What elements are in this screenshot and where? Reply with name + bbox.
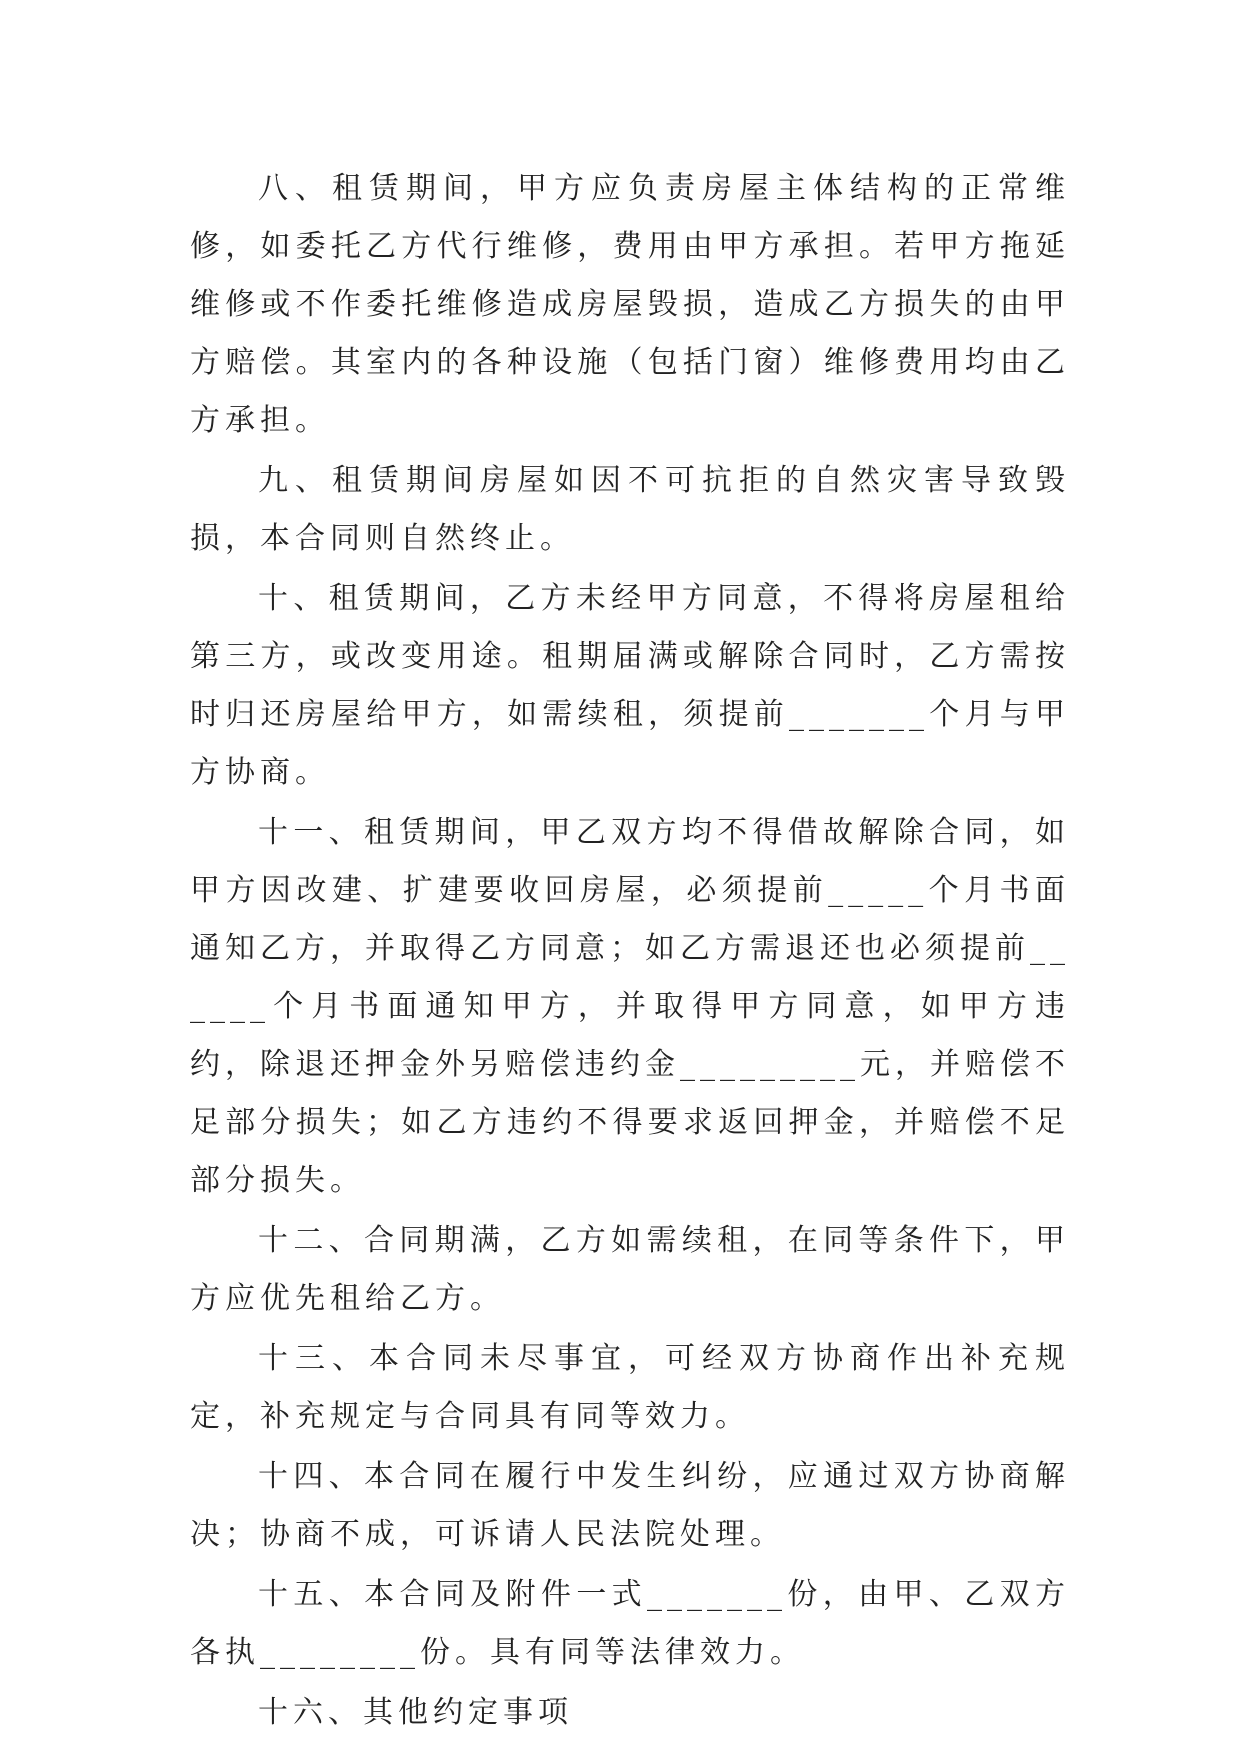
clause-10: 十、租赁期间，乙方未经甲方同意，不得将房屋租给第三方，或改变用途。租期届满或解除合同时，乙方需按时归还房屋给甲方，如需续租，须提前_______个月与甲方协商。 [190,581,1070,790]
clause-14: 十四、本合同在履行中发生纠纷，应通过双方协商解决；协商不成，可诉请人民法院处理。 [190,1459,1070,1552]
clause-8: 八、租赁期间，甲方应负责房屋主体结构的正常维修，如委托乙方代行维修，费用由甲方承担。若甲方拖延维修或不作委托维修造成房屋毁损，造成乙方损失的由甲方赔偿。其室内的各种设施（包括门窗）维修费用均由乙方承担。 [190,171,1070,438]
clause-12: 十二、合同期满，乙方如需续租，在同等条件下，甲方应优先租给乙方。 [190,1223,1070,1316]
clause-15: 十五、本合同及附件一式_______份，由甲、乙双方各执________份。具有同等法律效力。 [190,1577,1070,1670]
clause-16: 十六、其他约定事项 [258,1695,573,1730]
clause-11: 十一、租赁期间，甲乙双方均不得借故解除合同，如甲方因改建、扩建要收回房屋，必须提前_____个月书面通知乙方，并取得乙方同意；如乙方需退还也必须提前______个月书面通知甲方，并取得甲方同意，如甲方违约，除退还押金外另赔偿违约金_________元，并赔偿不足部分损失；如乙方违约不得要求返回押金，并赔偿不足部分损失。 [190,815,1070,1198]
clause-13: 十三、本合同未尽事宜，可经双方协商作出补充规定，补充规定与合同具有同等效力。 [190,1341,1070,1434]
clause-9: 九、租赁期间房屋如因不可抗拒的自然灾害导致毁损，本合同则自然终止。 [190,463,1070,556]
contract-body [190,160,1070,1744]
